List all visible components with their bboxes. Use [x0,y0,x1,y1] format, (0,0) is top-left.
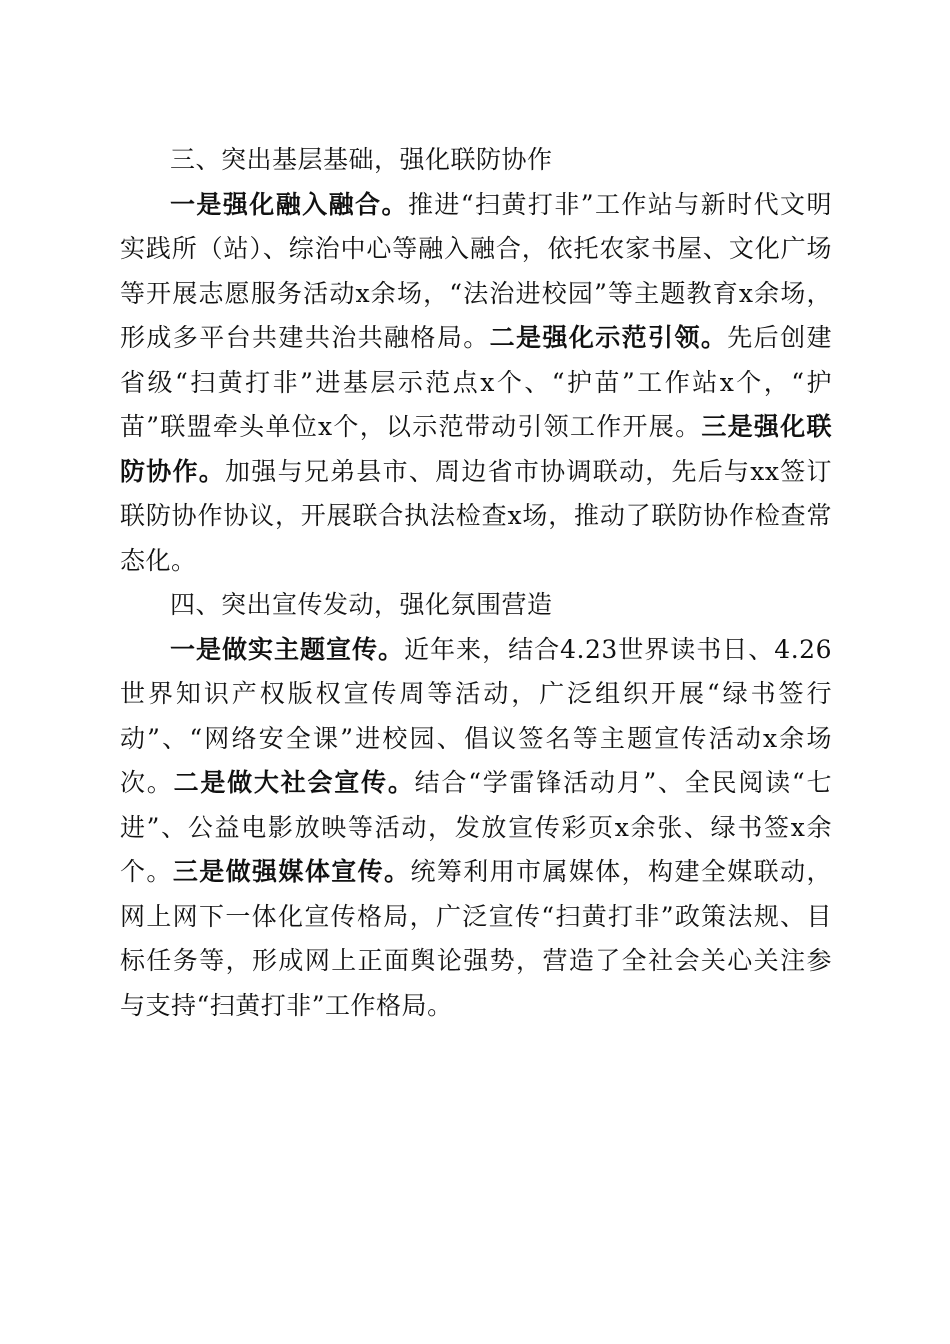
section-3-text-3: 加强与兄弟县市、周边省市协调联动，先后与xx签订联防协作协议，开展联合执法检查x场，推动了联防协作检查常态化。 [120,456,832,575]
section-3-lead-2: 二是强化示范引领。 [489,323,728,352]
section-4-lead-2: 二是做大社会宣传。 [173,768,415,797]
section-3-paragraph [120,183,832,584]
section-3-heading: 三、突出基层基础，强化联防协作 [170,145,553,174]
section-3-lead-3: 三是强化联防协作。 [120,412,832,486]
section-4-text-1: 近年来，结合4.23世界读书日、4.26世界知识产权版权宣传周等活动，广泛组织开展“绿书签行动”、“网络安全课”进校园、倡议签名等主题宣传活动x余场次。 [120,634,832,797]
section-3-lead-1: 一是强化融入融合。 [170,189,408,219]
section-3-text-2: 先后创建省级“扫黄打非”进基层示范点x个、“护苗”工作站x个，“护苗”联盟牵头单位x个，以示范带动引领工作开展。 [120,323,832,441]
document-body [120,138,832,1028]
section-4-lead-3: 三是做强媒体宣传。 [172,857,411,886]
section-4-text-2: 结合“学雷锋活动月”、全民阅读“七进”、公益电影放映等活动，发放宣传彩页x余张、绿书签x余个。 [120,768,832,886]
section-3-text-1: 推进“扫黄打非”工作站与新时代文明实践所（站）、综治中心等融入融合，依托农家书屋、文化广场等开展志愿服务活动x余场，“法治进校园”等主题教育x余场，形成多平台共建共治共融格局。 [120,189,832,352]
section-4-text-3: 统筹利用市属媒体，构建全媒联动，网上网下一体化宣传格局，广泛宣传“扫黄打非”政策法规、目标任务等，形成网上正面舆论强势，营造了全社会关心关注参与支持“扫黄打非”工作格局。 [120,857,832,1020]
section-4-lead-1: 一是做实主题宣传。 [170,634,405,664]
section-4-paragraph [120,628,832,1029]
section-4-heading: 四、突出宣传发动，强化氛围营造 [170,590,553,619]
